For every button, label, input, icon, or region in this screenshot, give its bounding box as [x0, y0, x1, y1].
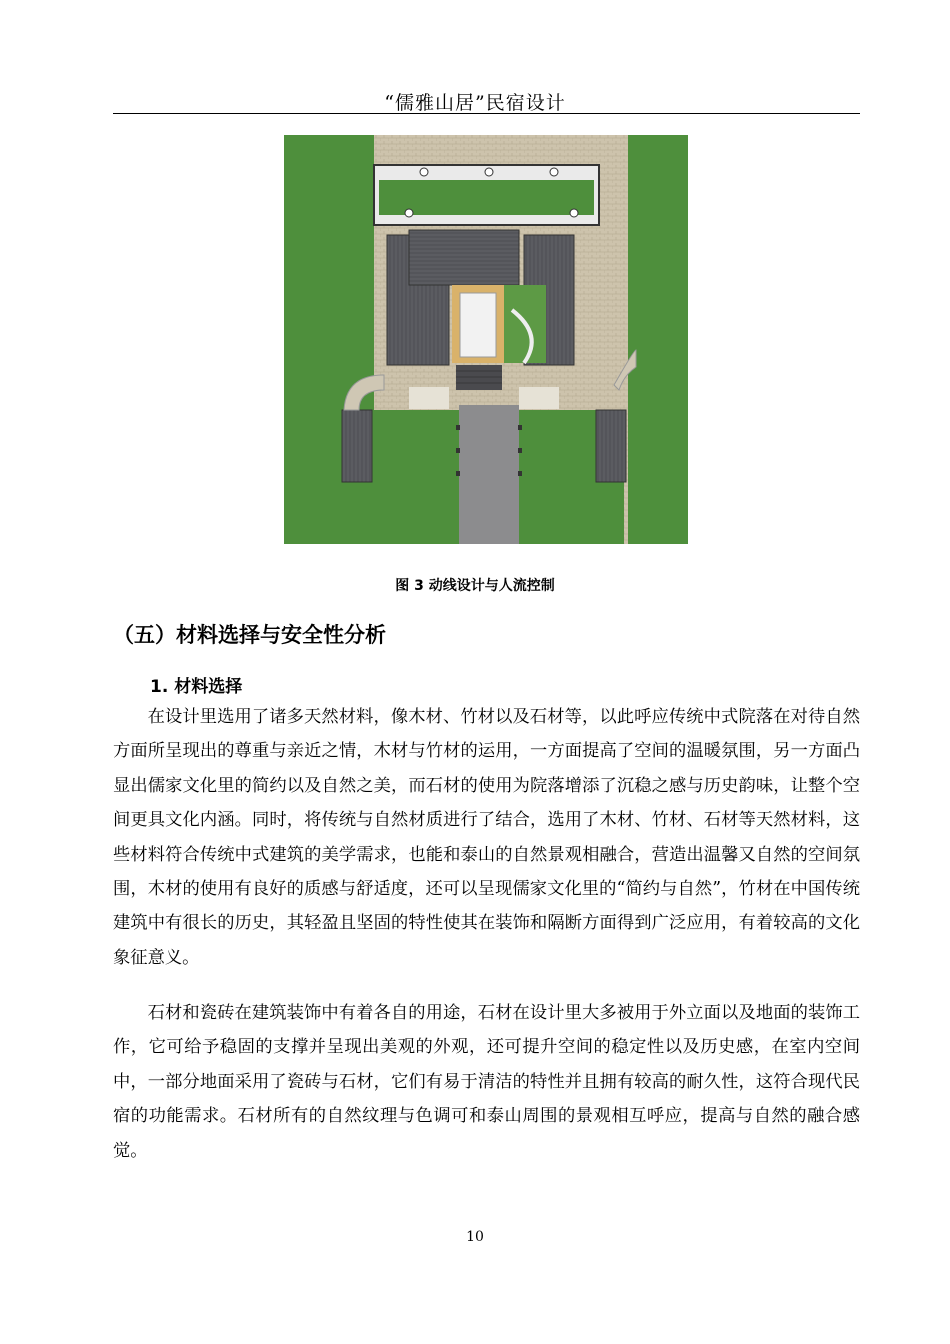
right-lawn	[628, 135, 688, 544]
header-rule	[113, 113, 860, 114]
section-heading: （五）材料选择与安全性分析	[113, 623, 386, 647]
body-paragraph: 石材和瓷砖在建筑装饰中有着各自的用途，石材在设计里大多被用于外立面以及地面的装饰工作，它可给予稳固的支撑并呈现出美观的外观，还可提升空间的稳定性以及历史感，在室内空间中，一部分地面采用了瓷砖与石材，它们有易于清洁的特性并且拥有较高的耐久性，这符合现代民宿的功能需求。石材所有的自然纹理与色调可和泰山周围的景观相互呼应，提高与自然的融合感觉。	[113, 1003, 860, 1161]
running-header: “儒雅山居”民宿设计	[384, 92, 566, 114]
left-lawn	[284, 135, 374, 544]
left-front-lawn	[364, 410, 459, 544]
left-pavilion	[342, 410, 372, 482]
figure-caption: 图 3 动线设计与人流控制	[395, 578, 555, 594]
site-plan-figure	[284, 135, 688, 544]
right-patio	[519, 387, 559, 409]
entry-steps	[456, 365, 502, 390]
right-pavilion	[596, 410, 626, 482]
entry-path	[459, 405, 519, 544]
courtyard	[460, 293, 496, 357]
left-patio	[409, 387, 449, 409]
main-roof	[409, 230, 519, 285]
body-paragraph: 在设计里选用了诸多天然材料，像木材、竹材以及石材等，以此呼应传统中式院落在对待自然方面所呈现出的尊重与亲近之情，木材与竹材的运用，一方面提高了空间的温暖氛围，另一方面凸显出儒家文化里的简约以及自然之美，而石材的使用为院落增添了沉稳之感与历史韵味，让整个空间更具文化内涵。同时，将传统与自然材质进行了结合，选用了木材、竹材、石材等天然材料，这些材料符合传统中式建筑的美学需求，也能和泰山的自然景观相融合，营造出温馨又自然的空间氛围，木材的使用有良好的质感与舒适度，还可以呈现儒家文化里的“简约与自然”，竹材在中国传统建筑中有很长的历史，其轻盈且坚固的特性使其在装饰和隔断方面得到广泛应用，有着较高的文化象征意义。	[113, 707, 860, 968]
page-number: 10	[466, 1229, 484, 1245]
subsection-heading: 1. 材料选择	[150, 677, 243, 697]
